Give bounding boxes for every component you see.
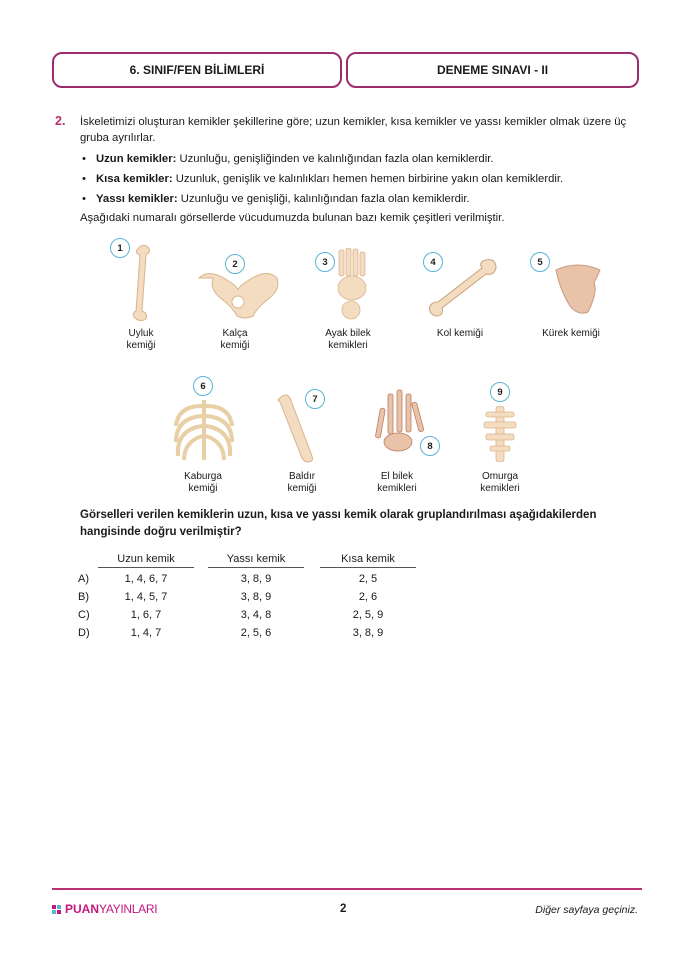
bullet-long: • Uzun kemikler: Uzunluğu, genişliğinden ve kalınlığından fazla olan kemiklerdir. [82, 153, 494, 165]
publisher-logo [52, 902, 157, 916]
bone-number-2: 2 [225, 254, 245, 274]
figure-intro: Aşağıdaki numaralı görsellerde vücudumuzda bulunan bazı kemik çeşitleri verilmiştir. [80, 212, 505, 224]
logo-brand: PUAN [65, 902, 100, 916]
column-header-flat: Yassı kemik [208, 553, 304, 568]
footer-divider [52, 888, 642, 890]
bullet-flat: • Yassı kemikler: Uzunluğu ve genişliği, kalınlığından fazla olan kemiklerdir. [82, 193, 470, 205]
header-subject: 6. SINIF/FEN BİLİMLERİ [52, 52, 342, 88]
question-prompt: Görselleri verilen kemiklerin uzun, kısa ve yassı kemik olarak gruplandırılması aşağıdakilerden hangisinde doğru verilmiştir? [80, 509, 597, 538]
bone-label-8: El bilek kemikleri [377, 471, 417, 494]
column-header-short: Kısa kemik [320, 553, 416, 568]
bone-number-6: 6 [193, 376, 213, 396]
bone-label-4: Kol kemiği [436, 328, 484, 339]
option-long: 1, 4, 5, 7 [124, 591, 168, 603]
pelvis-icon [195, 268, 281, 320]
page-number: 2 [340, 903, 347, 915]
fibula-icon [276, 392, 316, 464]
option-short: 2, 5 [358, 573, 378, 585]
bone-number-3: 3 [315, 252, 335, 272]
question-intro: İskeletimizi oluşturan kemikler şekillerine göre; uzun kemikler, kısa kemikler ve yassı kemikler olmak üzere üç gruba ayrılırlar. [80, 116, 627, 144]
bone-label-3: Ayak bilek kemikleri [325, 328, 371, 351]
humerus-icon [428, 256, 500, 318]
bone-label-2: Kalça kemiği [220, 328, 250, 351]
ribcage-icon [172, 396, 236, 464]
bone-label-7: Baldır kemiği [287, 471, 317, 494]
option-flat: 2, 5, 6 [240, 627, 272, 639]
bone-number-8: 8 [420, 436, 440, 456]
option-key: A) [78, 573, 89, 585]
option-long: 1, 6, 7 [130, 609, 162, 621]
bullet-short: • Kısa kemikler: Uzunluk, genişlik ve kalınlıkları hemen hemen birbirine yakın olan kemiklerdir. [82, 173, 564, 185]
bone-number-1: 1 [110, 238, 130, 258]
bone-number-5: 5 [530, 252, 550, 272]
option-short: 3, 8, 9 [352, 627, 384, 639]
foot-icon [333, 248, 373, 320]
next-page-note: Diğer sayfaya geçiniz. [535, 904, 638, 916]
header-exam: DENEME SINAVI - II [346, 52, 639, 88]
bone-label-6: Kaburga kemiği [184, 471, 222, 494]
bone-label-9: Omurga kemikleri [480, 471, 520, 494]
option-key: D) [78, 627, 90, 639]
hand-icon [372, 386, 428, 454]
logo-mark-icon [52, 904, 62, 914]
option-long: 1, 4, 7 [130, 627, 162, 639]
scapula-icon [552, 262, 604, 316]
bone-label-5: Kürek kemiği [542, 328, 600, 339]
option-flat: 3, 4, 8 [240, 609, 272, 621]
option-long: 1, 4, 6, 7 [124, 573, 168, 585]
option-short: 2, 6 [358, 591, 378, 603]
bone-number-7: 7 [305, 389, 325, 409]
vertebra-icon [482, 406, 518, 462]
option-short: 2, 5, 9 [352, 609, 384, 621]
option-flat: 3, 8, 9 [240, 573, 272, 585]
option-key: B) [78, 591, 89, 603]
question-number: 2. [55, 114, 66, 128]
option-flat: 3, 8, 9 [240, 591, 272, 603]
bone-label-1: Uyluk kemiği [126, 328, 156, 351]
logo-brand-rest: YAYINLARI [99, 902, 158, 916]
bone-number-4: 4 [423, 252, 443, 272]
column-header-long: Uzun kemik [98, 553, 194, 568]
bone-number-9: 9 [490, 382, 510, 402]
femur-icon [128, 243, 156, 321]
option-key: C) [78, 609, 90, 621]
